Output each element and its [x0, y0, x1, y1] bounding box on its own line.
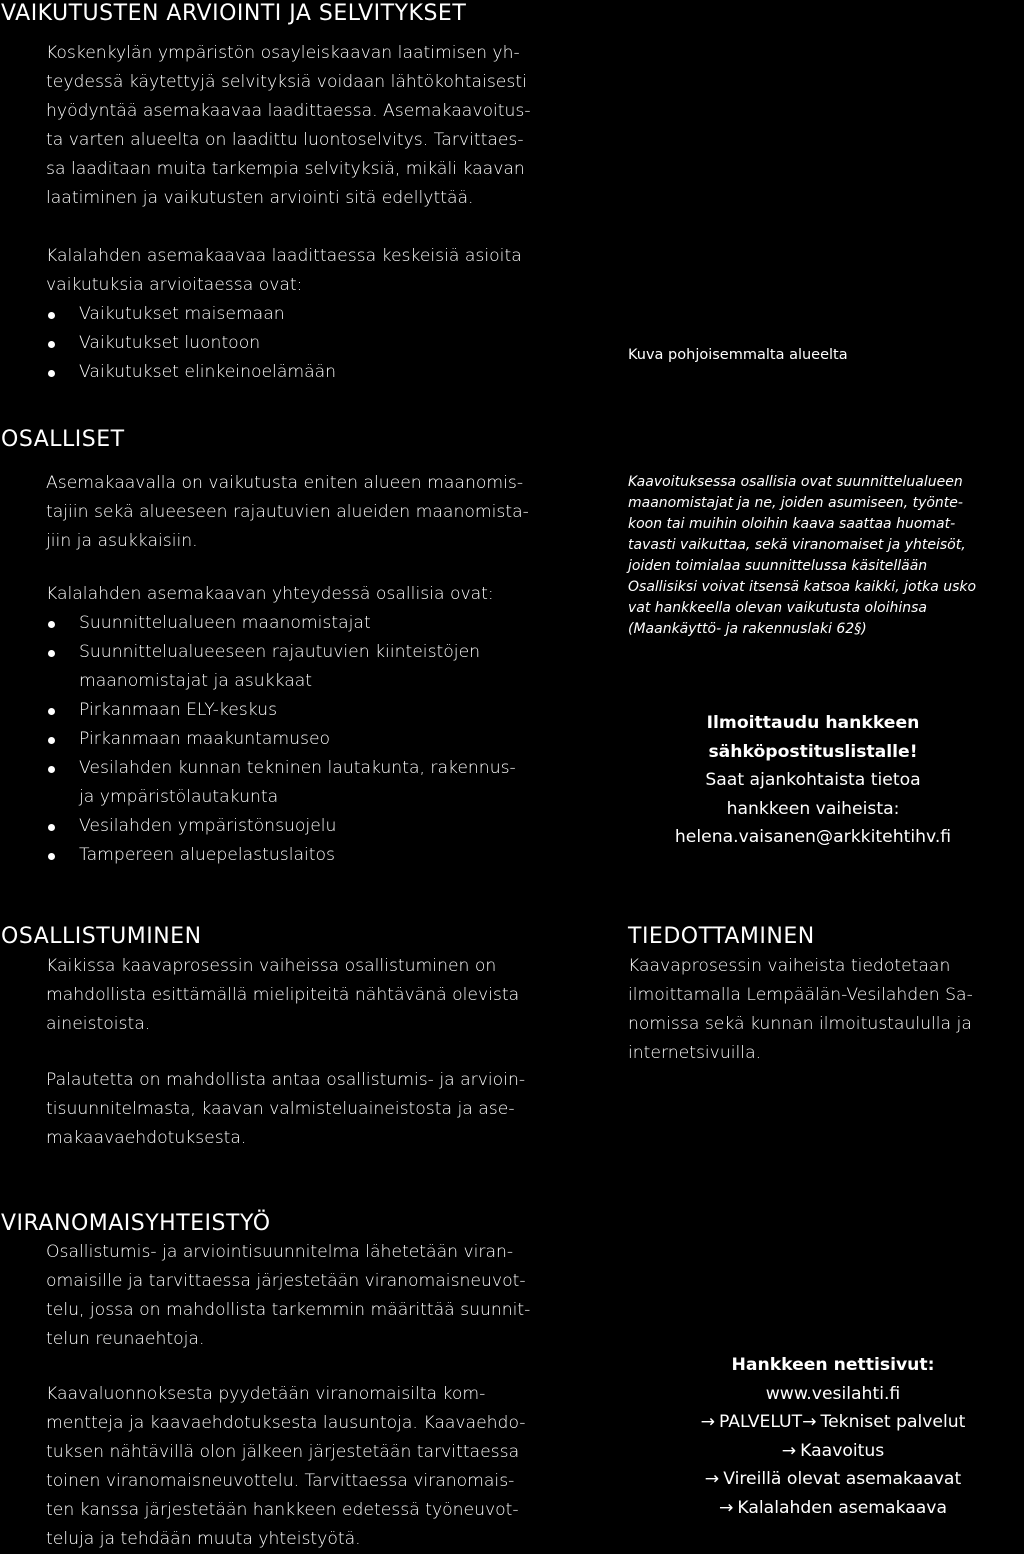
- heading-osallistuminen: OSALLISTUMINEN: [1, 924, 202, 949]
- website-path-line-4: [648, 1494, 1018, 1523]
- text-line: nomissa sekä kunnan ilmoitustaululla ja: [628, 1014, 972, 1034]
- path-kaavoitus: Kaavoitus: [800, 1440, 885, 1461]
- text-line: jiin ja asukkaisiin.: [46, 531, 198, 551]
- text-line: aineistoista.: [46, 1014, 151, 1034]
- bullet-icon: [48, 341, 55, 348]
- arrow-right-icon: →: [802, 1412, 817, 1432]
- text-line: teluja ja tehdään muuta yhteistyötä.: [46, 1529, 361, 1549]
- list-item: [46, 300, 522, 329]
- list-item: [46, 754, 516, 812]
- list-item-label: Suunnittelualueeseen rajautuvien kiinteistöjen: [79, 642, 481, 662]
- osalliset-list: [46, 609, 516, 870]
- signup-box: [628, 709, 998, 852]
- text-line: hyödyntää asemakaavaa laadittaessa. Asemakaavoitus-: [46, 101, 531, 121]
- text-line: teydessä käytettyjä selvityksiä voidaan lähtökohtaisesti: [46, 72, 527, 92]
- text-line: internetsivuilla.: [628, 1043, 762, 1063]
- text-line: mentteja ja kaavaehdotuksesta lausuntoja. Kaavaehdo-: [46, 1413, 526, 1433]
- list-item: [46, 841, 516, 870]
- website-box: [648, 1351, 1018, 1522]
- signup-text-line: Saat ajankohtaista tietoa: [705, 770, 921, 790]
- heading-osalliset: OSALLISET: [1, 427, 125, 452]
- osalliset-paragraph-2: [46, 580, 516, 870]
- heading-tiedottaminen: TIEDOTTAMINEN: [628, 924, 815, 949]
- text-line: maanomistajat ja ne, joiden asumiseen, työnte-: [628, 495, 963, 511]
- text-line: telu, jossa on mahdollista tarkemmin määrittää suunnit-: [46, 1300, 531, 1320]
- list-item-label: Vaikutukset maisemaan: [79, 304, 285, 324]
- osallistuminen-paragraph-2: [46, 1066, 525, 1153]
- vaikutusten-paragraph-2: [46, 242, 522, 387]
- signup-text-line: hankkeen vaiheista:: [726, 798, 900, 819]
- list-item: [46, 696, 516, 725]
- bullet-icon: [48, 621, 55, 628]
- list-item-label: Vaikutukset elinkeinoelämään: [79, 362, 337, 382]
- path-tekniset-palvelut: Tekniset palvelut: [820, 1412, 966, 1432]
- path-palvelut: PALVELUT: [719, 1412, 803, 1432]
- list-item-label: Suunnittelualueen maanomistajat: [79, 613, 371, 633]
- text-line: Kaavoituksessa osallisia ovat suunnittelualueen: [628, 474, 963, 490]
- list-item: [46, 329, 522, 358]
- list-item: [46, 812, 516, 841]
- arrow-right-icon: →: [781, 1440, 797, 1461]
- text-line: sa laaditaan muita tarkempia selvityksiä, mikäli kaavan: [46, 159, 525, 179]
- text-line: tajiin sekä alueeseen rajautuvien alueiden maanomista-: [46, 502, 529, 522]
- osallistuminen-paragraph-1: [46, 952, 519, 1039]
- list-item-label: Vaikutukset luontoon: [79, 333, 261, 353]
- signup-title-line-1: Ilmoittaudu hankkeen: [706, 713, 920, 733]
- website-url-link[interactable]: www.vesilahti.fi: [765, 1383, 901, 1404]
- tiedottaminen-paragraph: [628, 952, 973, 1068]
- osalliset-paragraph-1: [46, 469, 529, 556]
- text-line: mahdollista esittämällä mielipiteitä nähtävänä olevista: [46, 985, 520, 1005]
- text-line: makaavaehdotuksesta.: [46, 1128, 247, 1148]
- list-item-label: Pirkanmaan ELY-keskus: [79, 700, 278, 720]
- text-line: Kaavaprosessin vaiheista tiedotetaan: [628, 956, 951, 976]
- text-line: tuksen nähtävillä olon jälkeen järjestetään tarvittaessa: [46, 1442, 520, 1462]
- arrow-right-icon: →: [700, 1412, 715, 1432]
- heading-vaikutusten: VAIKUTUSTEN ARVIOINTI JA SELVITYKSET: [1, 1, 467, 26]
- arrow-right-icon: →: [704, 1469, 720, 1489]
- text-line: ta varten alueelta on laadittu luontoselvitys. Tarvittaes-: [46, 130, 524, 150]
- bullet-icon: [48, 708, 55, 715]
- text-line: tisuunnitelmasta, kaavan valmisteluaineistosta ja ase-: [46, 1099, 515, 1119]
- path-vireilla: Vireillä olevat asemakaavat: [723, 1469, 962, 1489]
- text-line: toinen viranomaisneuvottelu. Tarvittaessa viranomais-: [46, 1471, 515, 1491]
- text-line: omaisille ja tarvittaessa järjestetään viranomaisneuvot-: [46, 1271, 526, 1291]
- viranomaisyhteistyo-paragraph-1: [46, 1238, 530, 1354]
- text-line: ten kanssa järjestetään hankkeen edetessä työneuvot-: [46, 1500, 519, 1520]
- osalliset-legal-note: [628, 472, 976, 640]
- viranomaisyhteistyo-paragraph-2: [46, 1380, 526, 1554]
- bullet-icon: [48, 853, 55, 860]
- heading-viranomaisyhteistyo: VIRANOMAISYHTEISTYÖ: [1, 1211, 271, 1236]
- list-item-label: Pirkanmaan maakuntamuseo: [79, 729, 331, 749]
- signup-email-link[interactable]: helena.vaisanen@arkkitehtihv.fi: [674, 827, 952, 847]
- bullet-icon: [48, 312, 55, 319]
- vaikutukset-list: [46, 300, 522, 387]
- list-item-label: Tampereen aluepelastuslaitos: [79, 845, 336, 865]
- text-line: joiden toimialaa suunnittelussa käsitellään: [628, 558, 928, 574]
- signup-title-line-2: sähköpostituslistalle!: [708, 741, 918, 762]
- image-caption: Kuva pohjoisemmalta alueelta: [628, 347, 848, 363]
- text-line: tavasti vaikuttaa, sekä viranomaiset ja yhteisöt,: [628, 537, 966, 553]
- text-line: Kalalahden asemakaavan yhteydessä osallisia ovat:: [46, 584, 494, 604]
- list-item: [46, 609, 516, 638]
- path-kalalahden: Kalalahden asemakaava: [737, 1497, 947, 1518]
- text-line: telun reunaehtoja.: [46, 1329, 205, 1349]
- text-line: Kalalahden asemakaavaa laadittaessa keskeisiä asioita: [46, 246, 522, 266]
- vaikutusten-paragraph-1: [46, 39, 531, 213]
- arrow-right-icon: →: [718, 1497, 734, 1518]
- list-item: [46, 358, 522, 387]
- bullet-icon: [48, 370, 55, 377]
- website-title: Hankkeen nettisivut:: [731, 1355, 935, 1375]
- text-line: Osallistumis- ja arviointisuunnitelma lähetetään viran-: [46, 1242, 514, 1262]
- list-item: [46, 638, 516, 696]
- website-path-line-2: [648, 1437, 1018, 1466]
- bullet-icon: [48, 737, 55, 744]
- text-line: Asemakaavalla on vaikutusta eniten alueen maanomis-: [46, 473, 524, 493]
- website-path-line-1: [648, 1408, 1018, 1437]
- list-item-label: ja ympäristölautakunta: [79, 787, 279, 807]
- list-item-label: Vesilahden kunnan tekninen lautakunta, rakennus-: [79, 758, 516, 778]
- text-line: koon tai muihin oloihin kaava saattaa huomat-: [628, 516, 956, 532]
- bullet-icon: [48, 824, 55, 831]
- text-line: Koskenkylän ympäristön osayleiskaavan laatimisen yh-: [46, 43, 520, 63]
- text-line: vaikutuksia arvioitaessa ovat:: [46, 275, 303, 295]
- list-item: [46, 725, 516, 754]
- list-item-label: maanomistajat ja asukkaat: [79, 671, 313, 691]
- bullet-icon: [48, 650, 55, 657]
- website-path-line-3: [648, 1465, 1018, 1494]
- text-line: Kaavaluonnoksesta pyydetään viranomaisilta kom-: [46, 1384, 486, 1404]
- list-item-label: Vesilahden ympäristönsuojelu: [79, 816, 337, 836]
- text-line: Kaikissa kaavaprosessin vaiheissa osallistuminen on: [46, 956, 497, 976]
- text-line: vat hankkeella olevan vaikutusta oloihinsa: [628, 600, 927, 616]
- text-line: (Maankäyttö- ja rakennuslaki 62§): [628, 621, 867, 637]
- bullet-icon: [48, 766, 55, 773]
- text-line: laatiminen ja vaikutusten arviointi sitä edellyttää.: [46, 188, 474, 208]
- text-line: ilmoittamalla Lempäälän-Vesilahden Sa-: [628, 985, 973, 1005]
- text-line: Palautetta on mahdollista antaa osallistumis- ja arvioin-: [46, 1070, 526, 1090]
- text-line: Osallisiksi voivat itsensä katsoa kaikki, jotka usko: [628, 579, 977, 595]
